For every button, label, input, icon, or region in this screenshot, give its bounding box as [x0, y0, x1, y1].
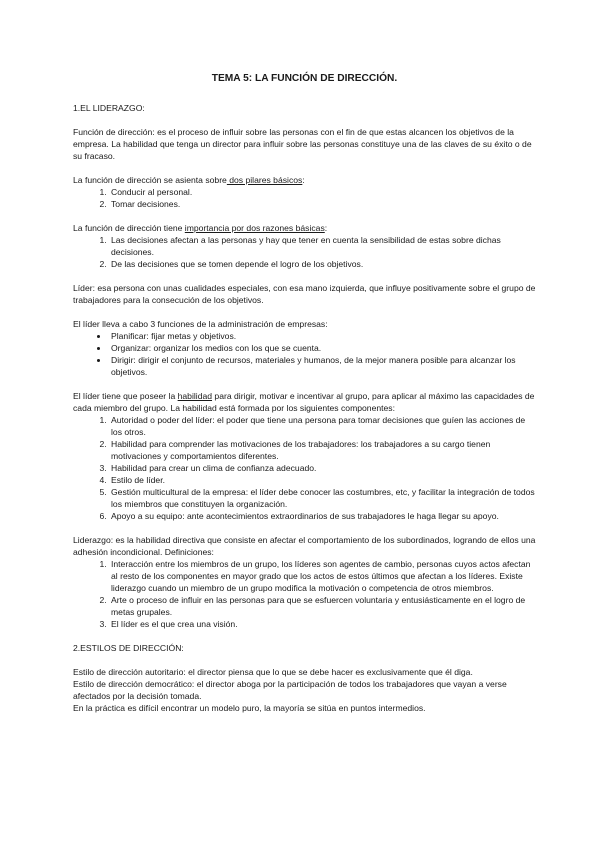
habilidad-lead-rest: para dirigir, motivar e incentivar al grupo, para aplicar al máximo las capacidades de cada miembro del grupo. La habilidad está formada por los siguientes componentes: — [73, 391, 535, 413]
list-item: 1. Interacción entre los miembros de un grupo, los líderes son agentes de cambio, personas cuyos actos afectan al resto de los componentes en mayor grado que los actos de estos últimos que afectan a los líderes. Existe liderazgo cuando un miembro de un grupo modifica la motivación o competencia de otros miembros. — [109, 558, 536, 594]
pilares-lead-text: La función de dirección se asienta sobre — [73, 175, 227, 185]
list-pilares — [73, 186, 536, 210]
list-item: 3. El líder es el que crea una visión. — [109, 618, 536, 630]
list-item: 6. Apoyo a su equipo: ante acontecimientos extraordinarios de sus trabajadores le haga llegar su apoyo. — [109, 510, 536, 522]
list-item: 4. Estilo de líder. — [109, 474, 536, 486]
list-liderazgo — [73, 558, 536, 630]
importancia-lead-underlined: importancia por dos razones básicas — [184, 223, 325, 233]
paragraph-funcion-direccion: Función de dirección: es el proceso de influir sobre las personas con el fin de que estas alcancen los objetivos de la empresa. La habilidad que tenga un director para influir sobre las personas constituye una de las claves de su éxito o de su fracaso. — [73, 127, 532, 161]
list-item: 2. Tomar decisiones. — [109, 198, 536, 210]
list-item: 2. De las decisiones que se tomen depende el logro de los objetivos. — [109, 258, 536, 270]
list-item: 5. Gestión multicultural de la empresa: el líder debe conocer las costumbres, etc, y facilitar la integración de todos los miembros que constituyen la organización. — [109, 486, 536, 510]
importancia-lead-text: La función de dirección tiene — [73, 223, 185, 233]
list-habilidad — [73, 414, 536, 522]
list-funciones — [73, 330, 536, 378]
list-item: • Dirigir: dirigir el conjunto de recursos, materiales y humanos, de la mejor manera posible para alcanzar los objetivos. — [109, 354, 536, 378]
pilares-lead-underlined: dos pilares básicos — [226, 175, 303, 185]
paragraph-funciones-lead: El líder lleva a cabo 3 funciones de la administración de empresas: — [73, 319, 328, 329]
paragraph-importancia-lead — [73, 222, 536, 234]
section-heading-estilos: 2.ESTILOS DE DIRECCIÓN: — [73, 643, 184, 653]
list-item: 1. Conducir al personal. — [109, 186, 536, 198]
list-item: • Organizar: organizar los medios con los que se cuenta. — [109, 342, 536, 354]
paragraph-liderazgo-lead: Liderazgo: es la habilidad directiva que consiste en afectar el comportamiento de los subordinados, logrando de ellos una adhesión incondicional. Definiciones: — [73, 535, 536, 557]
habilidad-lead-underlined: habilidad — [177, 391, 213, 401]
paragraph-lider-definicion: Líder: esa persona con unas cualidades especiales, con esa mano izquierda, que influye positivamente sobre el grupo de trabajadores para la consecución de los objetivos. — [73, 283, 536, 305]
list-item: • Planificar: fijar metas y objetivos. — [109, 330, 536, 342]
list-item: 1. Autoridad o poder del líder: el poder que tiene una persona para tomar decisiones que guíen las acciones de los otros. — [109, 414, 536, 438]
paragraph-estilo-autoritario: Estilo de dirección autoritario: el director piensa que lo que se debe hacer es exclusivamente que él diga. — [73, 667, 473, 677]
paragraph-habilidad-lead — [73, 390, 536, 414]
habilidad-lead-text: El líder tiene que poseer la — [73, 391, 178, 401]
paragraph-estilo-democratico: Estilo de dirección democrático: el director aboga por la participación de todos los trabajadores que vayan a verse afectados por la decisión tomada. — [73, 679, 507, 701]
importancia-lead-end: : — [324, 223, 328, 233]
list-item: 2. Arte o proceso de influir en las personas para que se esfuercen voluntaria y entusiásticamente en el logro de metas grupales. — [109, 594, 536, 618]
paragraph-practica: En la práctica es difícil encontrar un modelo puro, la mayoría se sitúa en puntos intermedios. — [73, 703, 426, 713]
list-importancia — [73, 234, 536, 270]
list-item: 1. Las decisiones afectan a las personas y hay que tener en cuenta la sensibilidad de estas sobre dichas decisiones. — [109, 234, 536, 258]
pilares-lead-end: : — [302, 175, 305, 185]
list-item: 2. Habilidad para comprender las motivaciones de los trabajadores: los trabajadores a su cargo tienen motivaciones y comportamientos diferentes. — [109, 438, 536, 462]
list-item: 3. Habilidad para crear un clima de confianza adecuado. — [109, 462, 536, 474]
section-heading-liderazgo: 1.EL LIDERAZGO: — [73, 103, 145, 113]
document-title: TEMA 5: LA FUNCIÓN DE DIRECCIÓN. — [211, 73, 398, 84]
paragraph-pilares-lead — [73, 174, 536, 186]
